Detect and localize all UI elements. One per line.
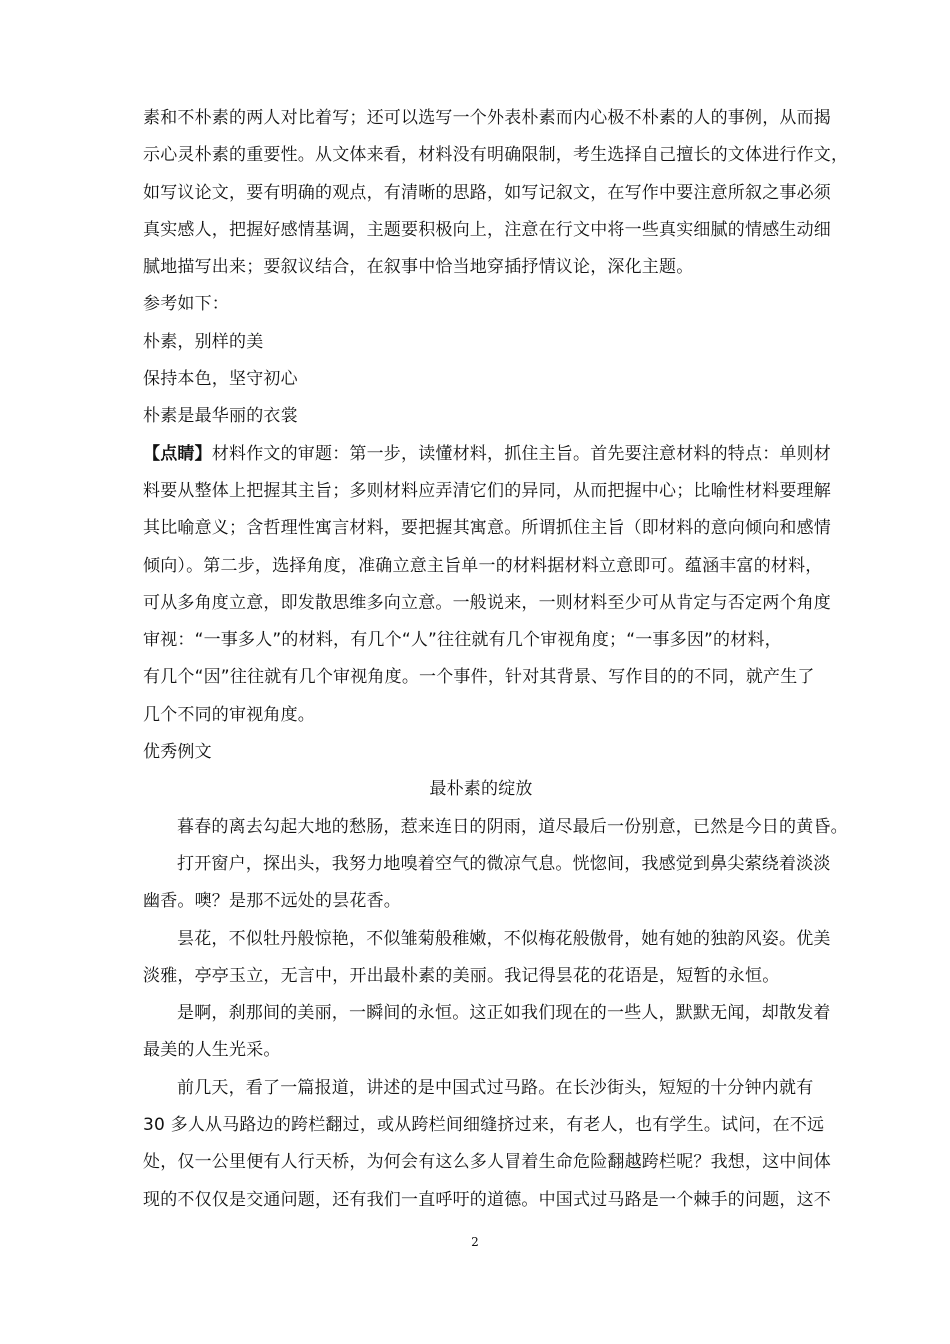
tip-line: 可从多角度立意，即发散思维多向立意。一般说来，一则材料至少可从肯定与否定两个角度 bbox=[143, 592, 831, 613]
essay-paragraph-line: 处，仅一公里便有人行天桥，为何会有这么多人冒着生命危险翻越跨栏呢？我想，这中间体 bbox=[143, 1152, 831, 1173]
tip-line: 倾向）。第二步，选择角度，准确立意主旨单一的材料据材料立意即可。蕴涵丰富的材料， bbox=[143, 555, 823, 576]
tip-first-line bbox=[143, 436, 832, 473]
analysis-line: 素和不朴素的两人对比着写；还可以选写一个外表朴素而内心极不朴素的人的事例，从而揭 bbox=[143, 108, 831, 128]
reference-title: 朴素是最华丽的衣裳 bbox=[143, 406, 298, 427]
essay-title: 最朴素的绽放 bbox=[429, 779, 533, 800]
tip-line: 料要从整体上把握其主旨；多则材料应弄清它们的异同，从而把握中心；比喻性材料要理解 bbox=[143, 480, 831, 501]
analysis-line: 真实感人，把握好感情基调，主题要积极向上，注意在行文中将一些真实细腻的情感生动细 bbox=[143, 219, 831, 240]
tip-text: 材料作文的审题：第一步，读懂材料，抓住主旨。首先要注意材料的特点：单则材 bbox=[211, 443, 832, 464]
essay-paragraph-line: 昙花，不似牡丹般惊艳，不似雏菊般稚嫩，不似梅花般傲骨，她有她的独韵风姿。优美 bbox=[177, 928, 831, 949]
essay-paragraph-line: 最美的人生光采。 bbox=[143, 1040, 281, 1061]
page-content bbox=[143, 100, 849, 1219]
essay-paragraph-line: 现的不仅仅是交通问题，还有我们一直呼吁的道德。中国式过马路是一个棘手的问题，这不 bbox=[143, 1189, 831, 1210]
page-number: 2 bbox=[471, 1235, 479, 1249]
tip-line: 有几个“因”往往就有几个审视角度。一个事件，针对其背景、写作目的的不同，就产生了 bbox=[143, 667, 815, 688]
tip-line: 几个不同的审视角度。 bbox=[143, 704, 315, 725]
essay-paragraph-line: 暮春的离去勾起大地的愁肠，惹来连日的阴雨，道尽最后一份别意，已然是今日的黄昏。 bbox=[177, 816, 848, 837]
tip-label: 【点睛】 bbox=[143, 443, 212, 464]
reference-title: 朴素，别样的美 bbox=[143, 331, 264, 352]
analysis-line: 腻地描写出来；要叙议结合，在叙事中恰当地穿插抒情议论，深化主题。 bbox=[143, 257, 694, 278]
essay-paragraph-line: 30 多人从马路边的跨栏翻过，或从跨栏间细缝挤过来，有老人，也有学生。试问，在不远 bbox=[143, 1115, 825, 1136]
tip-line: 其比喻意义；含哲理性寓言材料，要把握其寓意。所谓抓住主旨（即材料的意向倾向和感情 bbox=[143, 518, 831, 539]
essay-paragraph-line: 淡雅，亭亭玉立，无言中，开出最朴素的美丽。我记得昙花的花语是，短暂的永恒。 bbox=[143, 965, 780, 986]
essay-paragraph-line: 幽香。噢？是那不远处的昙花香。 bbox=[143, 891, 401, 912]
essay-paragraph-line: 前几天，看了一篇报道，讲述的是中国式过马路。在长沙街头，短短的十分钟内就有 bbox=[177, 1077, 814, 1098]
example-label: 优秀例文 bbox=[143, 742, 212, 763]
analysis-line: 如写议论文，要有明确的观点，有清晰的思路，如写记叙文，在写作中要注意所叙之事必须 bbox=[143, 182, 831, 203]
analysis-line: 示心灵朴素的重要性。从文体来看，材料没有明确限制，考生选择自己擅长的文体进行作文， bbox=[143, 145, 849, 166]
essay-paragraph-line: 打开窗户，探出头，我努力地嗅着空气的微凉气息。恍惚间，我感觉到鼻尖萦绕着淡淡 bbox=[177, 853, 831, 874]
reference-title: 保持本色，坚守初心 bbox=[143, 369, 298, 390]
essay-paragraph-line: 是啊，刹那间的美丽，一瞬间的永恒。这正如我们现在的一些人，默默无闻，却散发着 bbox=[177, 1003, 831, 1024]
reference-label: 参考如下： bbox=[143, 294, 229, 315]
tip-line: 审视：“一事多人”的材料，有几个“人”往往就有几个审视角度；“一事多因”的材料， bbox=[143, 630, 782, 651]
